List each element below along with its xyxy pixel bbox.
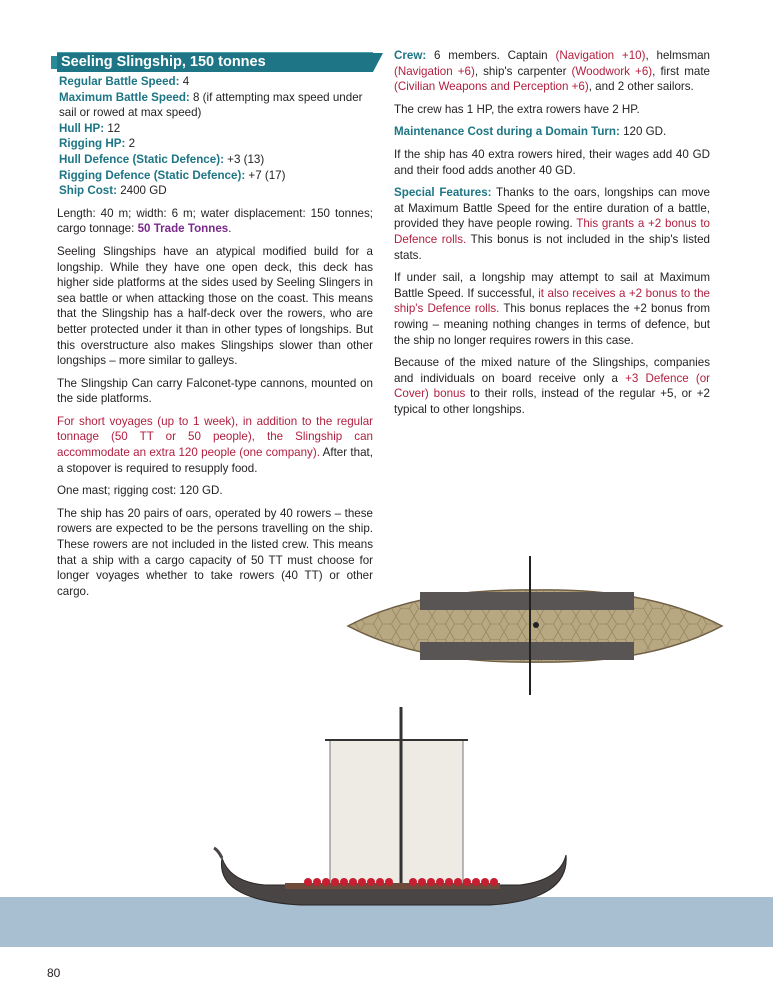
ship-top-view <box>348 556 722 695</box>
stat-line: Rigging Defence (Static Defence): +7 (17) <box>59 168 286 182</box>
stat-block <box>57 74 373 199</box>
right-column <box>394 48 710 424</box>
stat-line: Hull Defence (Static Defence): +3 (13) <box>59 152 265 166</box>
ship-side-view <box>214 707 566 905</box>
maintenance-paragraph: Maintenance Cost during a Domain Turn: 120 GD. <box>394 125 667 139</box>
section-title: Seeling Slingship, 150 tonnes <box>57 52 373 72</box>
cannons-paragraph: The Slingship Can carry Falconet-type cannons, mounted on the side platforms. <box>57 376 373 406</box>
wages-paragraph: If the ship has 40 extra rowers hired, their wages add 40 GD and their food adds another 40 GD. <box>394 147 710 177</box>
short-voyage-paragraph: For short voyages (up to 1 week), in addition to the regular tonnage (50 TT or 50 people), the Slingship can accommodate an extra 120 people (one company). After that, a stopover is required to resupply food. <box>57 414 373 475</box>
description-paragraph: Seeling Slingships have an atypical modified build for a longship. While they have one open deck, this deck has higher side platforms at the sides used by Seeling Slingers in sea battle or when attacking those on the coast. This means that the Slingship has a half-deck over the rowers, who are better protected under it than in other types of longships. But this overstructure also makes Slingships slower than other longships – more similar to galleys. <box>57 244 373 368</box>
page-number: 80 <box>47 966 61 980</box>
stat-line: Rigging HP: 2 <box>59 137 136 151</box>
stat-line: Regular Battle Speed: 4 <box>59 75 190 88</box>
crew-hp-paragraph: The crew has 1 HP, the extra rowers have 2 HP. <box>394 102 640 116</box>
crew-paragraph: Crew: 6 members. Captain (Navigation +10), helmsman (Navigation +6), ship's carpenter (Woodwork +6), first mate (Civilian Weapons and Perception +6), and 2 other sailors. <box>394 49 710 94</box>
stat-line: Maximum Battle Speed: 8 (if attempting max speed under sail or rowed at max speed) <box>59 90 363 120</box>
sail-paragraph: If under sail, a longship may attempt to sail at Maximum Battle Speed. If successful, it also receives a +2 bonus to the ship's Defence rolls. This bonus replaces the +2 bonus from rowing – meaning nothing changes in terms of defence, but the ship no longer requires rowers in this case. <box>394 271 711 347</box>
left-column <box>57 48 373 606</box>
dimensions-paragraph: Length: 40 m; width: 6 m; water displacement: 150 tonnes; cargo tonnage: 50 Trade Tonnes. <box>57 206 373 236</box>
special-features-paragraph: Special Features: Thanks to the oars, longships can move at Maximum Battle Speed for the entire duration of a battle, provided they have people rowing. This grants a +2 bonus to Defence rolls. This bonus is not included in the ship's listed stats. <box>394 186 711 262</box>
rigging-paragraph: One mast; rigging cost: 120 GD. <box>57 484 223 498</box>
stat-line: Hull HP: 12 <box>59 121 121 135</box>
mixed-nature-paragraph: Because of the mixed nature of the Slingships, companies and individuals on board receive only a +3 Defence (or Cover) bonus to their rolls, instead of the regular +5, or +2 typical to other longships. <box>394 356 711 416</box>
rowers-paragraph: The ship has 20 pairs of oars, operated by 40 rowers – these rowers are expected to be the persons travelling on the ship. These rowers are not included in the listed crew. This means that a ship with a cargo capacity of 50 TT must choose for longer voyages whether to take rowers (40 TT) or other cargo. <box>57 506 373 598</box>
stat-line: Ship Cost: 2400 GD <box>59 184 167 198</box>
